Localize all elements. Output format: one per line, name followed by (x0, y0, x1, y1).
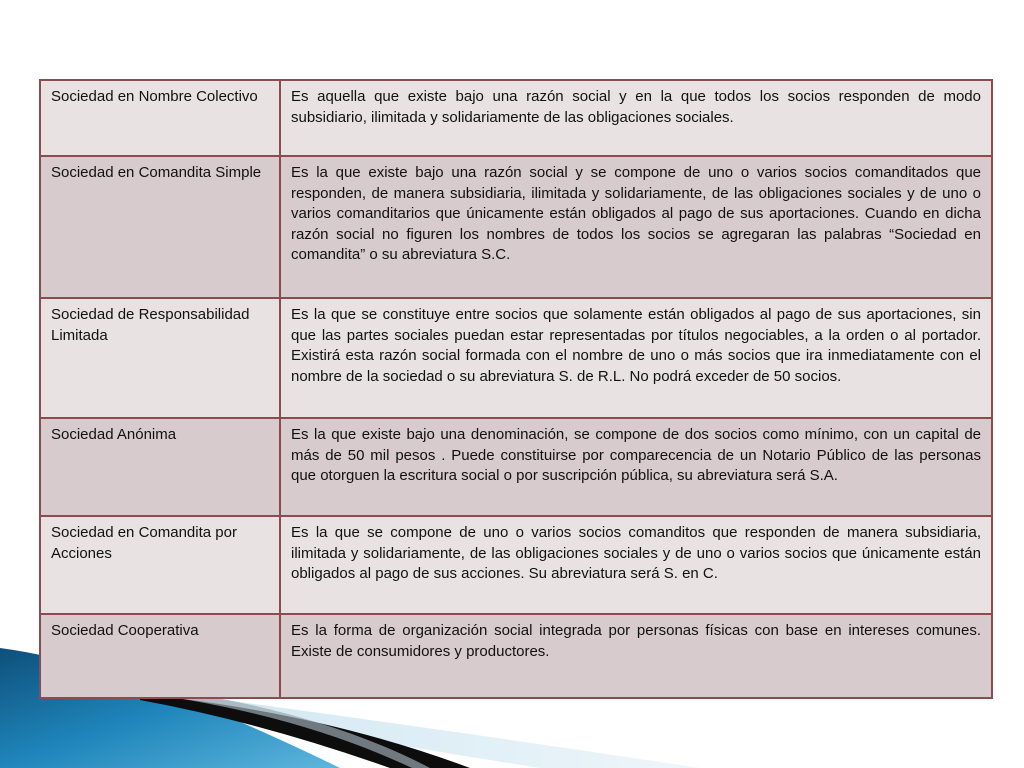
term-cell: Sociedad en Nombre Colectivo (40, 80, 280, 156)
definition-cell: Es la que existe bajo una denominación, se compone de dos socios como mínimo, con un capital de más de 50 mil pesos . Puede constituirse por comparecencia de un Notario Público de las personas que otorguen la escritura social o por suscripción pública, su abreviatura será S.A. (280, 418, 992, 516)
term-cell: Sociedad Cooperativa (40, 614, 280, 698)
definition-cell: Es la que se constituye entre socios que solamente están obligados al pago de sus aportaciones, sin que las partes sociales puedan estar representadas por títulos negociables, a la orden o al portador. Existirá esta razón social formada con el nombre de uno o más socios que ira inmediatamente con el nombre de la sociedad o su abreviatura S. de R.L. No podrá exceder de 50 socios. (280, 298, 992, 418)
table-row (40, 80, 992, 156)
term-cell: Sociedad Anónima (40, 418, 280, 516)
term-cell: Sociedad en Comandita Simple (40, 156, 280, 298)
definition-cell: Es la que se compone de uno o varios socios comanditos que responden de manera subsidiaria, ilimitada y solidariamente, de las obligaciones sociales y de uno o varios socios que únicamente están obligados al pago de sus acciones. Su abreviatura será S. en C. (280, 516, 992, 614)
definition-cell: Es aquella que existe bajo una razón social y en la que todos los socios responden de modo subsidiario, ilimitada y solidariamente de las obligaciones sociales. (280, 80, 992, 156)
table-row (40, 298, 992, 418)
table-row (40, 614, 992, 698)
table-row (40, 418, 992, 516)
table-row (40, 156, 992, 298)
company-types-table (39, 79, 993, 699)
definition-cell: Es la forma de organización social integrada por personas físicas con base en intereses comunes. Existe de consumidores y productores. (280, 614, 992, 698)
term-cell: Sociedad en Comandita por Acciones (40, 516, 280, 614)
definition-cell: Es la que existe bajo una razón social y se compone de uno o varios socios comanditados que responden, de manera subsidiaria, ilimitada y solidariamente, de las obligaciones sociales y de uno o varios comanditarios que únicamente están obligados al pago de sus aportaciones. Cuando en dicha razón social no figuren los nombres de todos los socios se agregaran las palabras “Sociedad en comandita” o su abreviatura S.C. (280, 156, 992, 298)
term-cell: Sociedad de Responsabilidad Limitada (40, 298, 280, 418)
table-row (40, 516, 992, 614)
